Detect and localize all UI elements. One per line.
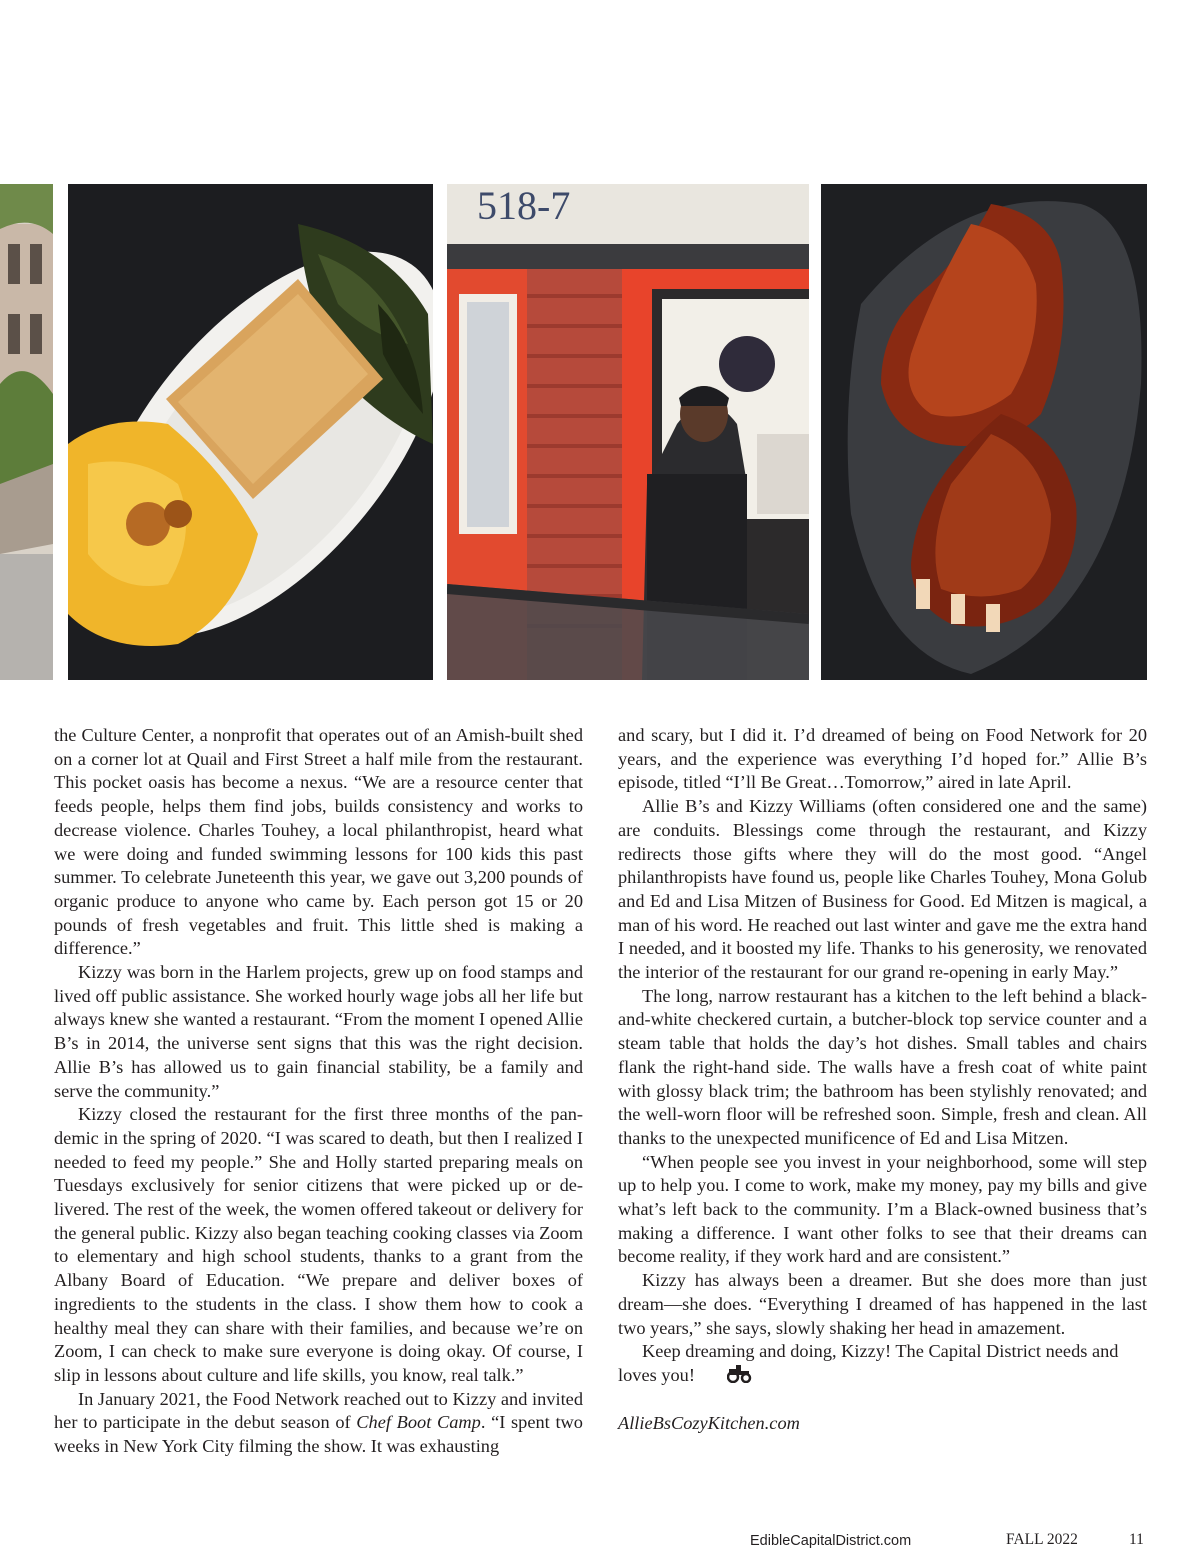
paragraph-text: In January 2021, the Food Network reached out to Kizzy and invited her to participate in the debut season of: [54, 1388, 583, 1433]
article-paragraph: [618, 1340, 1147, 1389]
article-paragraph: “When people see you invest in your neighborhood, some will step up to help you. I come to work, make my money, pay my bills and give what’s left back to the community. I’m a Black-owned business that’s making a difference. I want other folks to see that their dreams can become reality, if they work hard and are consistent.”: [618, 1151, 1147, 1267]
article-right-column: [618, 724, 1147, 1435]
paragraph-text: . “I spent two weeks in New York City filming the show. It was exhausting: [54, 1412, 583, 1457]
tractor-end-icon: [703, 1365, 753, 1390]
article-paragraph: Allie B’s and Kizzy Williams (often considered one and the same) are conduits. Blessings come through the restaurant, and Kizzy redirects those gifts where they will do the most good. “Angel philanthropists have found us, people like Charles Touhey, Mona Golub and Ed and Lisa Mitzen of Business for Good. Ed Mitzen is magical, a man of his word. He reached out last winter and gave me the extra hand I needed, and it boosted my life. Thanks to his generosity, we renovated the interior of the restaurant for our grand re-opening in early May.”: [618, 796, 1147, 983]
show-title: Chef Boot Camp: [356, 1412, 481, 1433]
article-paragraph: Kizzy closed the restaurant for the first three months of the pandemic in the spring of 2020. “I was scared to death, but then I realized I needed to feed my people.” She and Holly started preparing meals on Tuesdays exclusively for senior citizens that were picked up or delivered. The rest of the week, the women offered takeout or delivery for the general public. Kizzy also began teaching cooking classes via Zoom to elementary and high school students, thanks to a grant from the Albany Board of Education. “We prepare and deliver boxes of ingredients to the students in the class. I show them how to cook a healthy meal they can share with their families, and because we’re on Zoom, I can check to make sure everyone is doing okay. Of course, I slip in lessons about culture and life skills, you know, real talk.”: [54, 1104, 583, 1385]
article-paragraph: [54, 1388, 583, 1459]
article-paragraph: The long, narrow restaurant has a kitchen to the left behind a black-and-white checkered curtain, a butcher-block top service counter and a steam table that holds the day’s hot dishes. Small tables and chairs flank the right-hand side. The walls have a fresh coat of white paint with glossy black trim; the bathroom has been stylishly renovated; and the well-worn floor will be refreshed soon. Simple, fresh and clean. All thanks to the unexpected munificence of Ed and Lisa Mitzen.: [618, 985, 1147, 1148]
footer-issue: FALL 2022: [1006, 1531, 1078, 1548]
footer-site: EdibleCapitalDistrict.com: [750, 1533, 912, 1549]
bbq-ribs-photo: [821, 184, 1147, 680]
article-paragraph: Kizzy has always been a dreamer. But she does more than just dream—she does. “Everything I dreamed of has happened in the last two years,” she says, slowly shaking her head in amazement.: [618, 1270, 1147, 1338]
article-paragraph: and scary, but I did it. I’d dreamed of being on Food Network for 20 years, and the experience was everything I’d hoped for.” Allie B’s episode, titled “I’ll Be Great…Tomorrow,” aired in late April.: [618, 725, 1147, 793]
street-photo: [0, 184, 53, 680]
restaurant-website: AllieBsCozyKitchen.com: [618, 1412, 800, 1433]
article-paragraph: Kizzy was born in the Harlem projects, grew up on food stamps and lived off public assistance. She worked hourly wage jobs all her life but always knew she wanted a restaurant. “From the moment I opened Allie B’s in 2014, the universe sent signs that this was the right decision. Allie B’s has allowed us to gain financial stability, be a family and serve the community.”: [54, 962, 583, 1101]
page-number: 11: [1129, 1531, 1144, 1548]
storefront-photo: [447, 184, 809, 680]
article-left-column: [54, 724, 583, 1459]
article-paragraph: the Culture Center, a nonprofit that operates out of an Amish-built shed on a corner lot at Quail and First Street a half mile from the restaurant. This pocket oasis has become a nexus. “We are a resource center that feeds people, helps them find jobs, builds consistency and works to decrease violence. Charles Touhey, a local philanthropist, heard what we were doing and funded swimming lessons for 100 kids this past summer. To celebrate Juneteenth this year, we gave out 3,200 pounds of organic produce to anyone who came by. Each person got 15 or 20 pounds of fresh vegetables and fruit. This little shed is making a difference.”: [54, 725, 583, 959]
storefront-phone-sign: 518-7: [477, 184, 571, 228]
soul-food-plate-photo: [68, 184, 433, 680]
closing-sentence: Keep dreaming and doing, Kizzy! The Capital District needs and loves you!: [618, 1341, 1119, 1385]
